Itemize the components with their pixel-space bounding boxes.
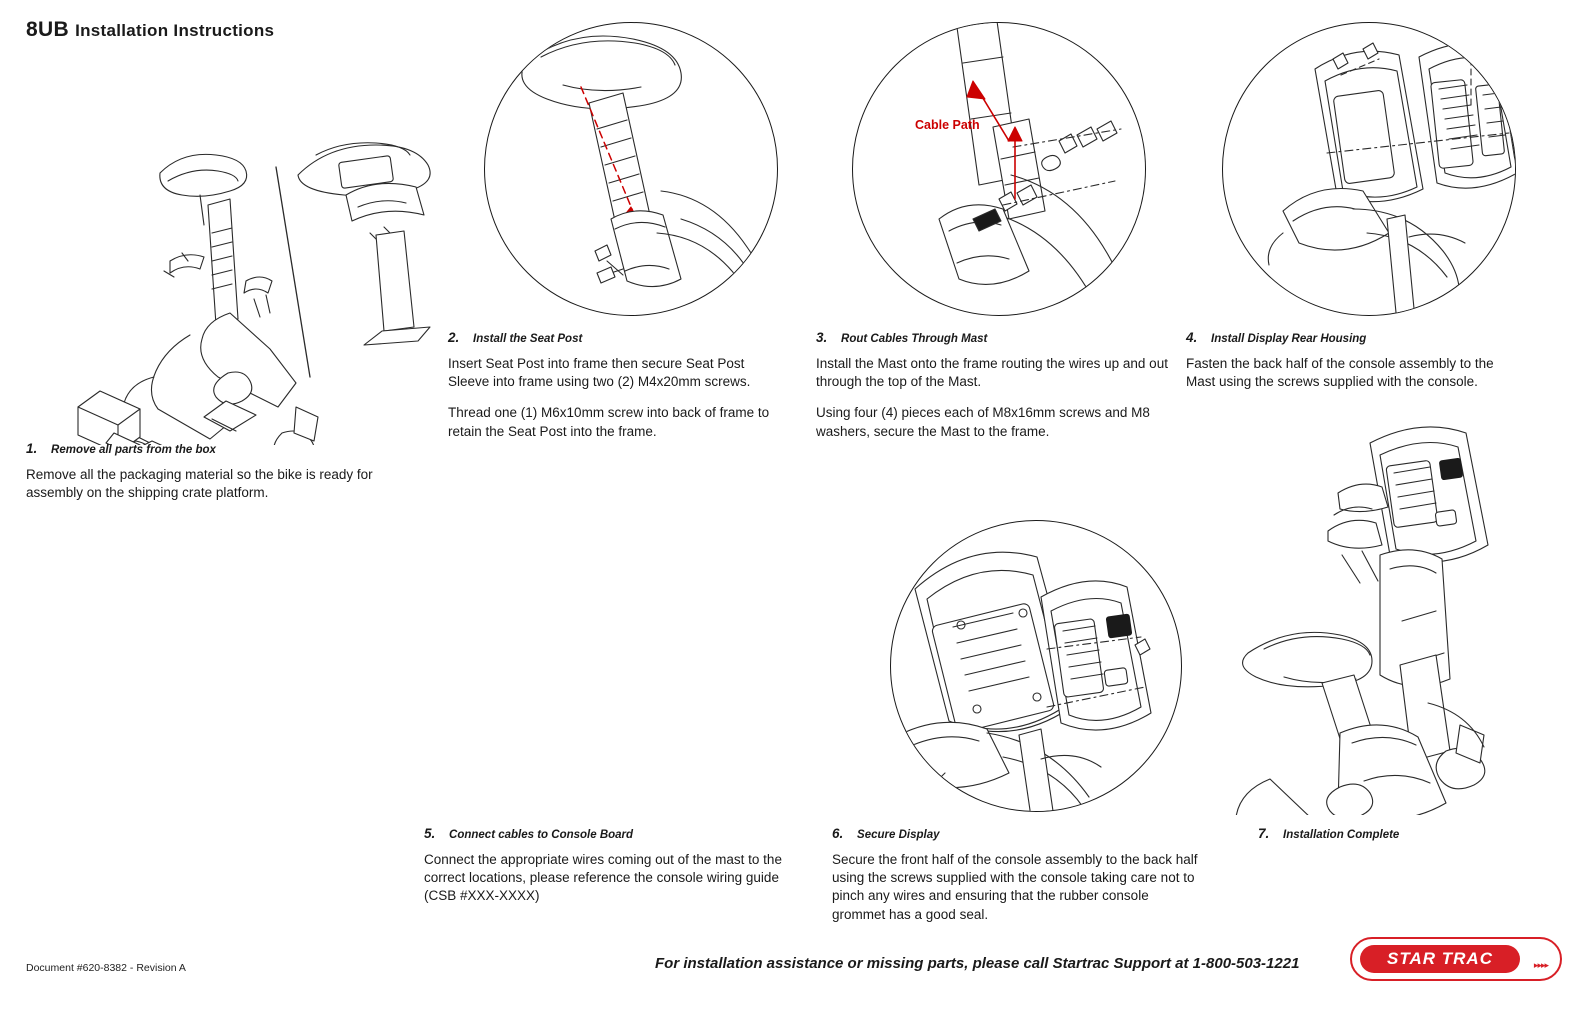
step-2-body [448,355,788,441]
step-2 [448,330,788,441]
star-trac-logo-text: STAR TRAC [1360,945,1520,973]
figure-step-2 [484,22,778,316]
step-4-paragraph-1: Fasten the back half of the console assembly to the Mast using the screws supplied with the console. [1186,356,1494,390]
step-7-title: Installation Complete [1283,829,1400,841]
step-6-body [832,851,1202,924]
step-2-number: 2. [448,330,460,345]
step-1-body [26,466,426,502]
step-5-title: Connect cables to Console Board [449,829,634,841]
page-title [26,18,274,42]
page-title-text: Installation Instructions [75,21,275,40]
step-2-heading [448,330,788,345]
step-3 [816,330,1176,441]
step-6-heading [832,826,1202,841]
step-1-heading [26,441,426,456]
step-1 [26,441,426,502]
step-5-paragraph-1: Connect the appropriate wires coming out of the mast to the correct locations, please reference the console wiring guide (CSB #XXX-XXXX) [424,852,782,904]
page-title-model: 8UB [26,18,69,41]
step-3-number: 3. [816,330,828,345]
step-3-paragraph-1: Install the Mast onto the frame routing the wires up and out through the top of the Mast. [816,356,1168,390]
document-number: Document #620-8382 - Revision A [26,962,186,974]
step-5-number: 5. [424,826,436,841]
step-2-title: Install the Seat Post [473,333,583,345]
step-6 [832,826,1202,924]
step-1-paragraph-1: Remove all the packaging material so the bike is ready for assembly on the shipping crate platform. [26,467,373,501]
step-7 [1258,826,1588,841]
cable-path-label: Cable Path [915,118,980,132]
step-2-paragraph-1: Insert Seat Post into frame then secure Seat Post Sleeve into frame using two (2) M4x20mm screws. [448,356,751,390]
step-7-number: 7. [1258,826,1270,841]
step-3-title: Rout Cables Through Mast [841,333,988,345]
step-1-title: Remove all parts from the box [51,444,216,456]
step-5-body [424,851,784,906]
figure-step-7 [1230,415,1560,815]
logo-arrows-icon: ▸▸▸▸ [1533,960,1548,970]
step-4-body [1186,355,1526,391]
step-4-number: 4. [1186,330,1198,345]
step-4 [1186,330,1526,391]
step-4-title: Install Display Rear Housing [1211,333,1367,345]
step-3-paragraph-2: Using four (4) pieces each of M8x16mm screws and M8 washers, secure the Mast to the frame. [816,405,1150,439]
star-trac-logo [1350,937,1562,981]
figure-step-5 [890,520,1182,812]
step-3-body [816,355,1176,441]
step-1-number: 1. [26,441,38,456]
step-6-paragraph-1: Secure the front half of the console assembly to the back half using the screws supplied with the console taking care not to pinch any wires and ensuring that the rubber console grommet has a good seal. [832,852,1198,922]
support-notice: For installation assistance or missing parts, please call Startrac Support at 1-800-503-1221 [655,955,1300,972]
step-6-number: 6. [832,826,844,841]
step-3-heading [816,330,1176,345]
step-6-title: Secure Display [857,829,940,841]
step-2-paragraph-2: Thread one (1) M6x10mm screw into back of frame to retain the Seat Post into the frame. [448,405,770,439]
figure-step-3 [852,22,1146,316]
step-7-heading [1258,826,1588,841]
step-5 [424,826,784,906]
step-5-heading [424,826,784,841]
figure-step-1 [40,55,440,445]
figure-step-4 [1222,22,1516,316]
step-4-heading [1186,330,1526,345]
